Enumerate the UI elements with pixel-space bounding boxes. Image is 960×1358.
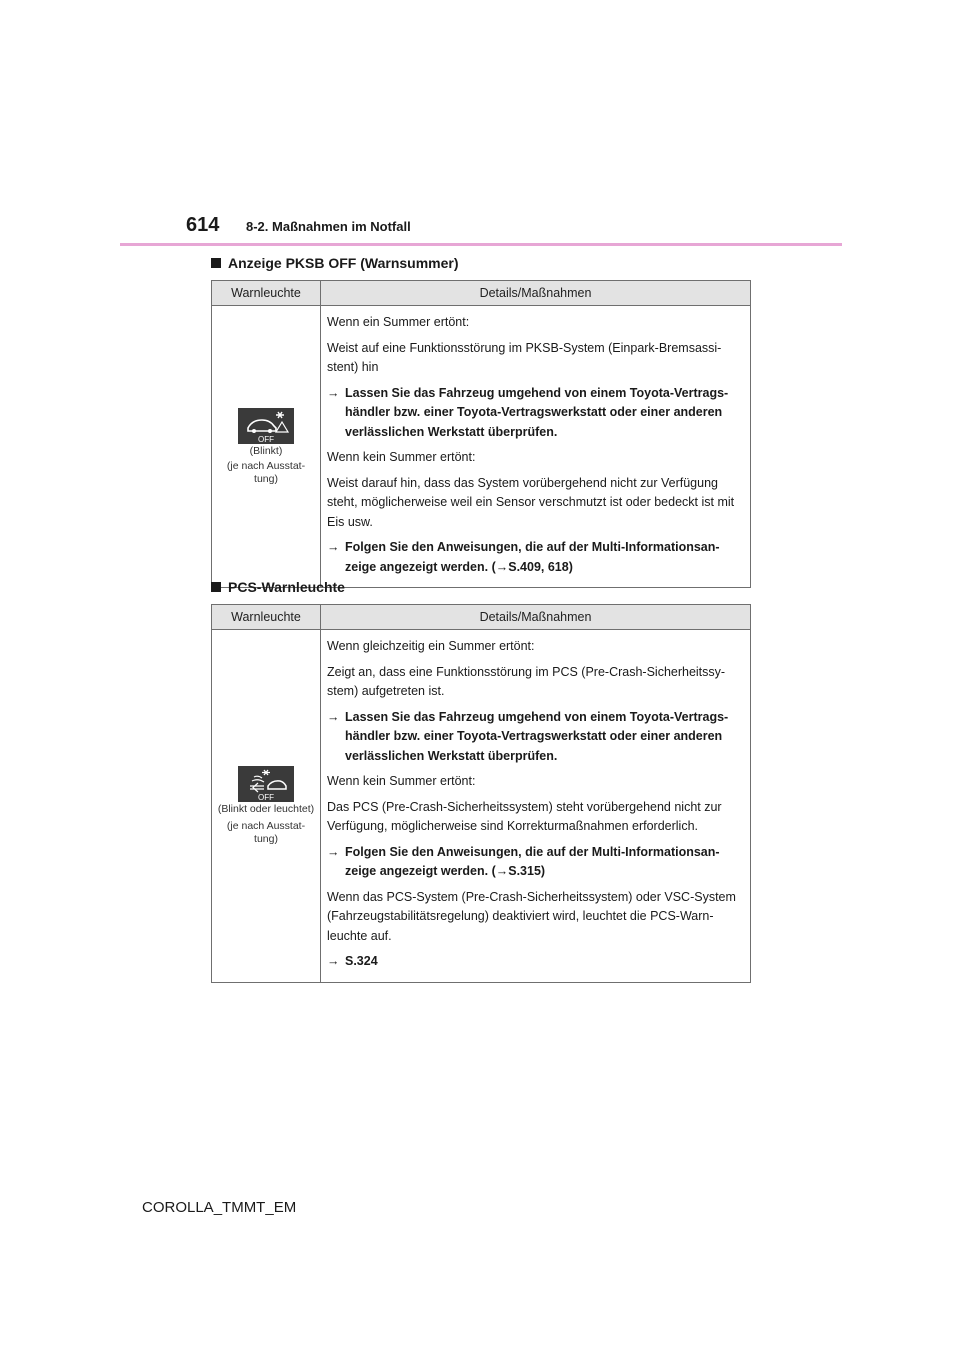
pcs-col-details: Details/Maßnahmen bbox=[321, 605, 751, 630]
pcs-caption-blink: (Blinkt oder leuchtet) bbox=[217, 802, 315, 815]
pcs-off-label: OFF bbox=[258, 792, 274, 802]
document-id: COROLLA_TMMT_EM bbox=[142, 1199, 297, 1216]
pksb-action-1 bbox=[327, 384, 744, 443]
pksb-p3: Wenn kein Summer ertönt: bbox=[327, 450, 476, 464]
pksb-action-2 bbox=[327, 538, 744, 577]
pcs-action-2-text: Folgen Sie den Anweisungen, die auf der Multi-Informationsan-zeige angezeigt werden. (→S.315) bbox=[345, 844, 720, 878]
pksb-icon-cell bbox=[212, 306, 321, 588]
pcs-caption-equipment: (je nach Ausstat-tung) bbox=[226, 819, 306, 845]
pksb-table bbox=[211, 280, 751, 588]
arrow-icon: → bbox=[327, 844, 340, 859]
arrow-icon: → bbox=[327, 385, 340, 400]
header-rule bbox=[120, 243, 842, 246]
pksb-p1: Wenn ein Summer ertönt: bbox=[327, 315, 470, 329]
pksb-heading-text: Anzeige PKSB OFF (Warnsummer) bbox=[228, 255, 459, 271]
pksb-off-icon bbox=[238, 408, 294, 444]
pcs-table bbox=[211, 604, 751, 983]
page-number: 614 bbox=[186, 214, 220, 236]
pksb-off-label: OFF bbox=[258, 434, 274, 444]
pksb-heading bbox=[211, 255, 459, 271]
pcs-icon-cell bbox=[212, 630, 321, 983]
pksb-action-2-text: Folgen Sie den Anweisungen, die auf der Multi-Informationsan-zeige angezeigt werden. (→S.409, 618) bbox=[345, 540, 720, 574]
square-bullet-icon bbox=[211, 258, 221, 268]
pksb-p4: Weist darauf hin, dass das System vorübergehend nicht zur Verfügung steht, möglicherweise weil ein Sensor verschmutzt ist oder bedeckt ist mit Eis usw. bbox=[327, 475, 735, 529]
pksb-caption-equipment: (je nach Ausstat-tung) bbox=[226, 459, 306, 485]
pcs-heading bbox=[211, 579, 345, 595]
pksb-p2: Weist auf eine Funktionsstörung im PKSB-System (Einpark-Bremsassi-stent) hin bbox=[327, 340, 722, 374]
pcs-p2: Zeigt an, dass eine Funktionsstörung im PCS (Pre-Crash-Sicherheitssy-stem) aufgetreten ist. bbox=[327, 664, 726, 698]
pksb-col-details: Details/Maßnahmen bbox=[321, 281, 751, 306]
pcs-heading-text: PCS-Warnleuchte bbox=[228, 579, 345, 595]
pcs-details bbox=[321, 630, 751, 983]
arrow-icon: → bbox=[327, 540, 340, 554]
pcs-action-1-text: Lassen Sie das Fahrzeug umgehend von einem Toyota-Vertrags-händler bzw. einer Toyota-Vertragswerkstatt oder einer anderen verlässlichen Werkstatt überprüfen. bbox=[345, 709, 729, 763]
pcs-p4: Das PCS (Pre-Crash-Sicherheitssystem) steht vorübergehend nicht zur Verfügung, möglicherweise sind Korrekturmaßnahmen erforderlich. bbox=[327, 799, 722, 833]
pcs-p1: Wenn gleichzeitig ein Summer ertönt: bbox=[327, 639, 535, 653]
pksb-caption-blink: (Blinkt) bbox=[249, 444, 283, 457]
pksb-col-warnleuchte: Warnleuchte bbox=[212, 281, 321, 306]
arrow-icon: → bbox=[327, 709, 340, 724]
pksb-details bbox=[321, 306, 751, 588]
pcs-p5: Wenn das PCS-System (Pre-Crash-Sicherheitssystem) oder VSC-System (Fahrzeugstabilitätsregelung) deaktiviert wird, leuchtet die PCS-Warn-leuchte auf. bbox=[327, 889, 736, 943]
arrow-icon: → bbox=[327, 954, 340, 968]
pcs-action-2 bbox=[327, 843, 744, 882]
pcs-off-icon bbox=[238, 766, 294, 802]
pcs-p3: Wenn kein Summer ertönt: bbox=[327, 774, 476, 788]
pcs-col-warnleuchte: Warnleuchte bbox=[212, 605, 321, 630]
pcs-action-3-text: S.324 bbox=[345, 954, 378, 968]
square-bullet-icon bbox=[211, 582, 221, 592]
pcs-action-3 bbox=[327, 952, 744, 972]
pksb-action-1-text: Lassen Sie das Fahrzeug umgehend von einem Toyota-Vertrags-händler bzw. einer Toyota-Vertragswerkstatt oder einer anderen verlässlichen Werkstatt überprüfen. bbox=[345, 385, 729, 439]
pcs-action-1 bbox=[327, 708, 744, 767]
section-title: 8-2. Maßnahmen im Notfall bbox=[246, 219, 411, 234]
